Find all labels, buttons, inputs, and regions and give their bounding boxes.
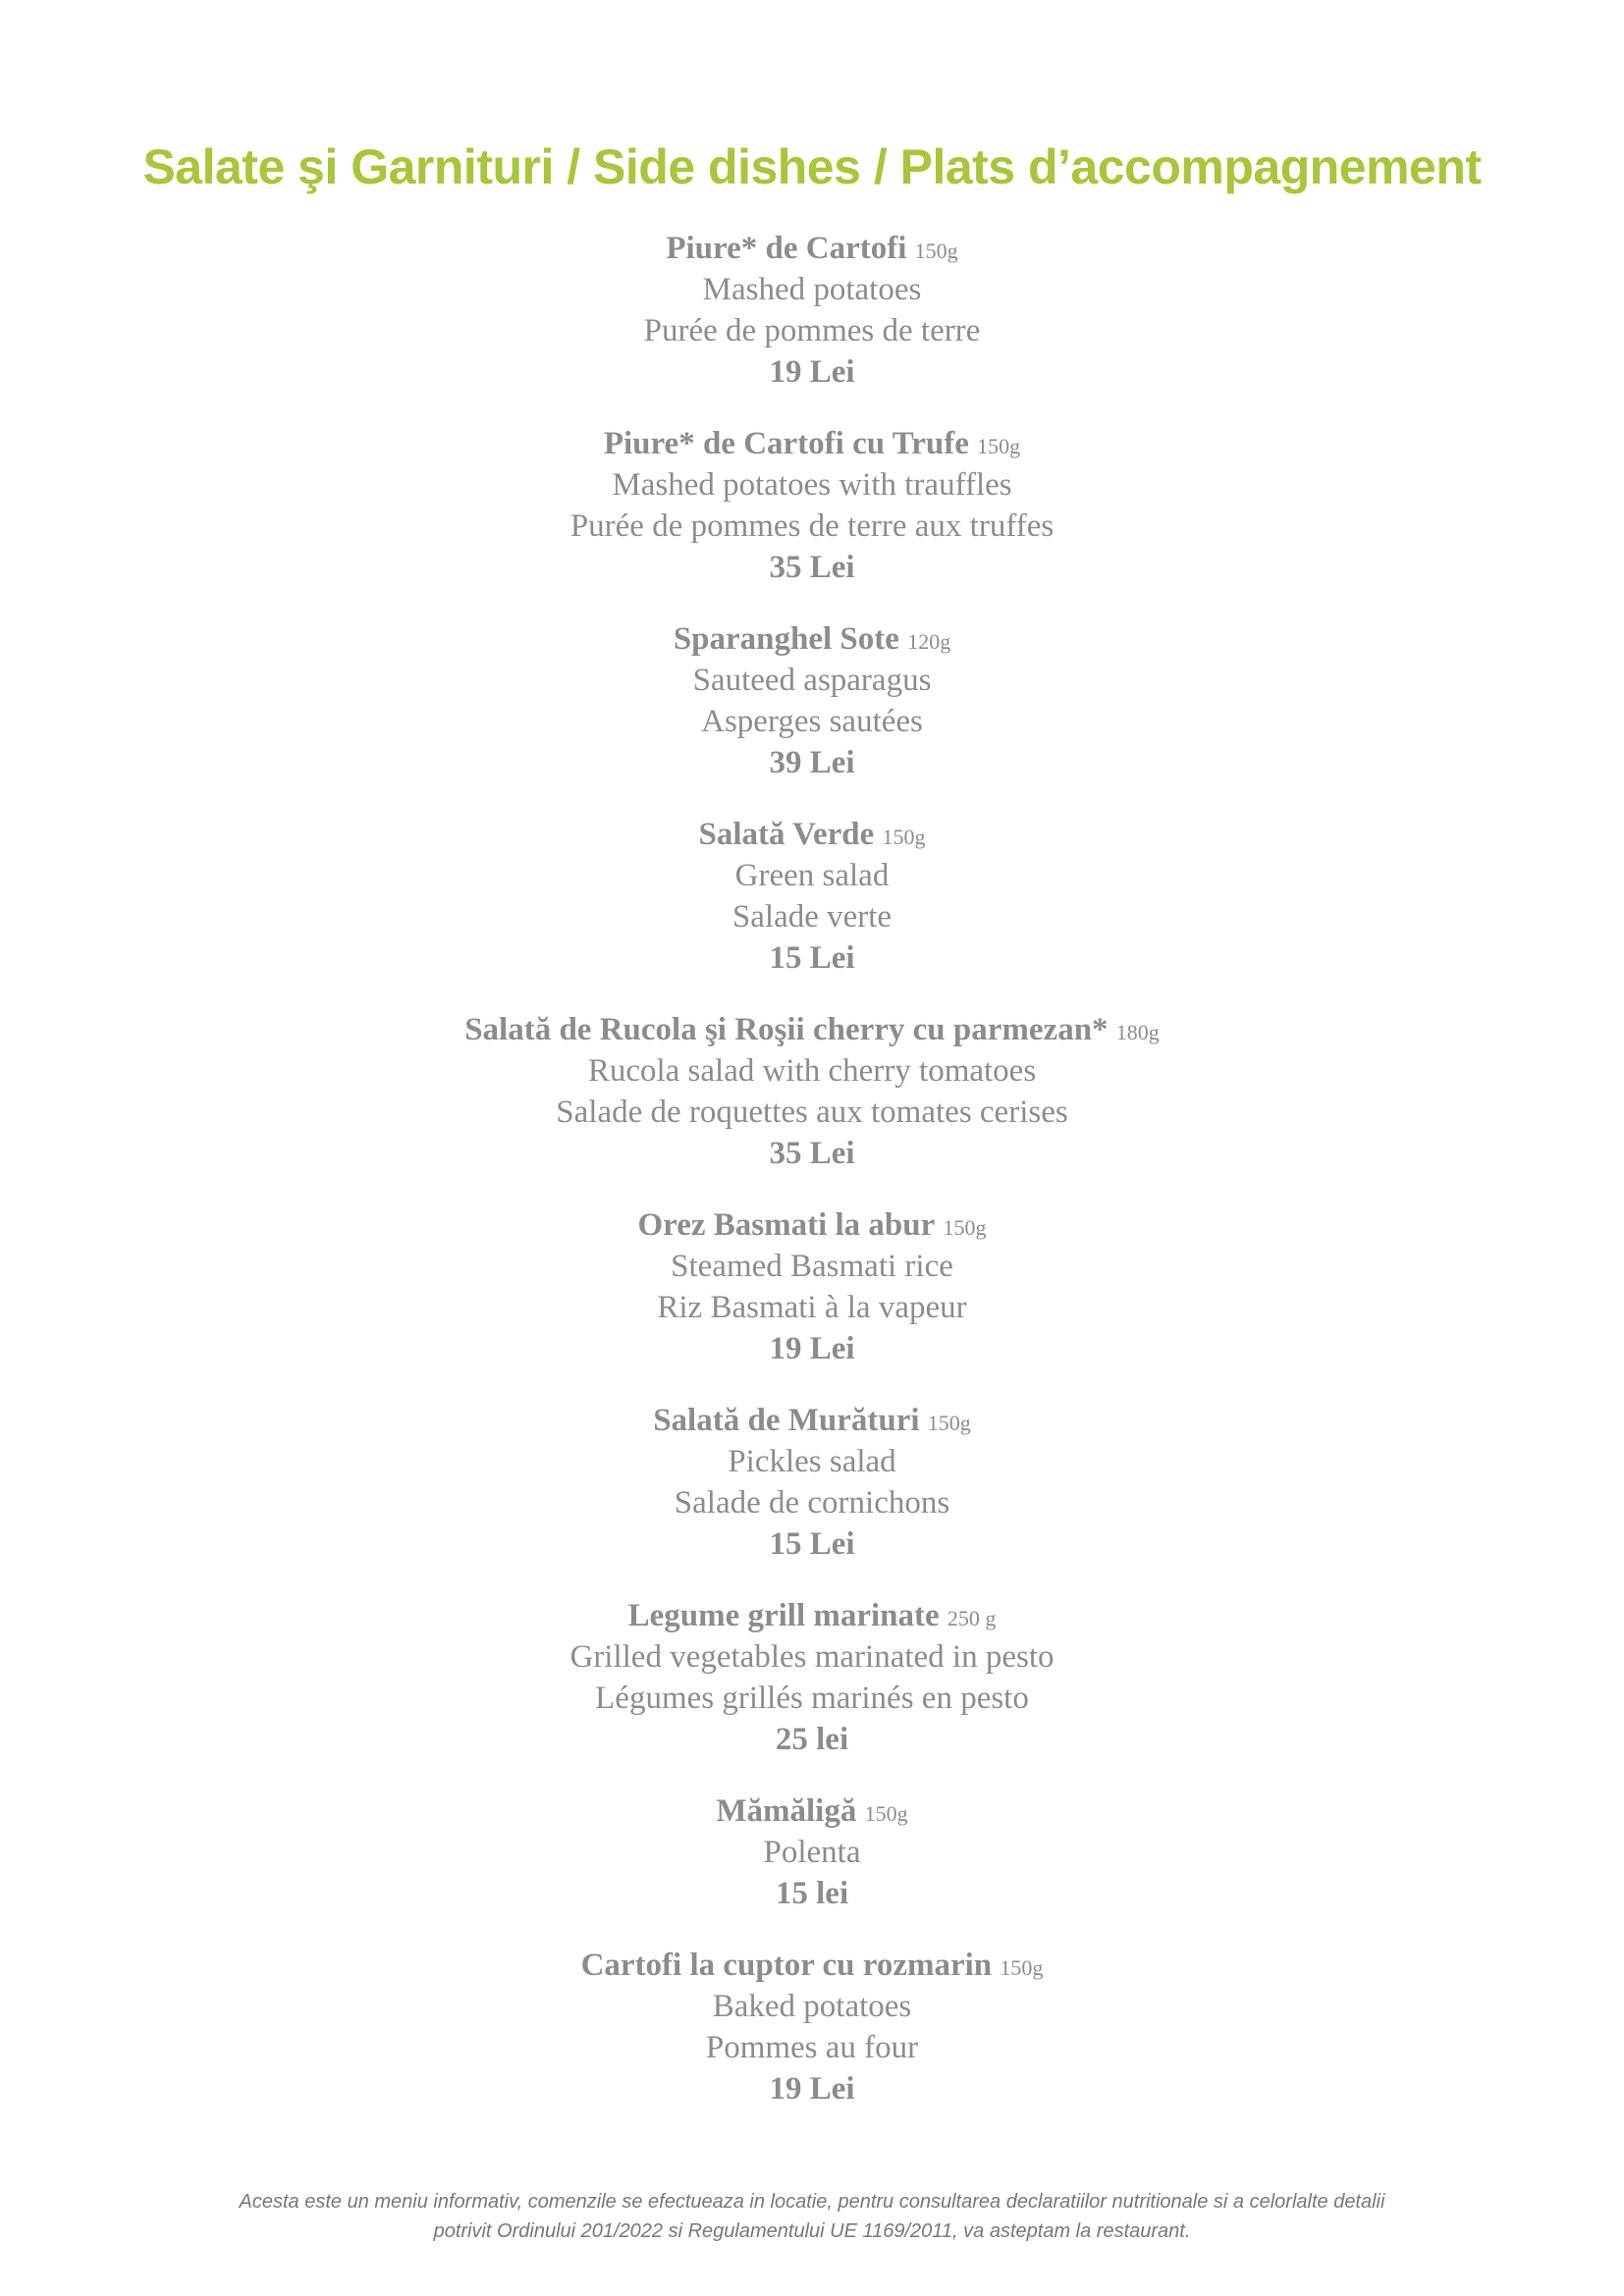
menu-item bbox=[0, 228, 1624, 423]
item-name: Piure* de Cartofi cu Trufe bbox=[603, 426, 969, 461]
item-price: 35 Lei bbox=[769, 1136, 855, 1171]
item-price: 35 Lei bbox=[769, 550, 855, 585]
item-name: Sparanghel Sote bbox=[673, 621, 899, 657]
item-name: Mămăligă bbox=[716, 1793, 857, 1829]
menu-item bbox=[0, 1945, 1624, 2140]
item-header bbox=[0, 423, 1624, 464]
item-weight: 150g bbox=[914, 239, 958, 263]
item-english: Grilled vegetables marinated in pesto bbox=[569, 1639, 1055, 1675]
item-name: Salată de Murături bbox=[653, 1403, 920, 1438]
item-english: Green salad bbox=[734, 858, 890, 893]
item-header bbox=[0, 1400, 1624, 1441]
item-english: Mashed potatoes bbox=[702, 272, 922, 307]
item-english: Baked potatoes bbox=[712, 1989, 912, 2024]
menu-item bbox=[0, 814, 1624, 1009]
menu-item bbox=[0, 1790, 1624, 1945]
item-header bbox=[0, 1595, 1624, 1636]
item-weight: 150g bbox=[977, 434, 1021, 458]
item-name: Salată Verde bbox=[698, 817, 875, 852]
item-price: 19 Lei bbox=[769, 1331, 855, 1366]
item-name: Legume grill marinate bbox=[627, 1598, 940, 1633]
item-weight: 120g bbox=[907, 629, 951, 654]
menu-item bbox=[0, 1595, 1624, 1790]
item-weight: 150g bbox=[864, 1801, 908, 1826]
item-header bbox=[0, 1204, 1624, 1246]
item-weight: 150g bbox=[927, 1411, 971, 1435]
item-french: Salade de cornichons bbox=[674, 1485, 950, 1521]
item-weight: 150g bbox=[1000, 1955, 1044, 1980]
item-weight: 150g bbox=[882, 825, 926, 849]
item-weight: 150g bbox=[943, 1215, 987, 1240]
item-weight: 250 g bbox=[947, 1606, 997, 1630]
menu-list bbox=[0, 228, 1624, 2140]
menu-item bbox=[0, 1204, 1624, 1400]
item-name: Piure* de Cartofi bbox=[666, 231, 907, 266]
item-header bbox=[0, 228, 1624, 269]
item-header bbox=[0, 1945, 1624, 1986]
item-english: Pickles salad bbox=[728, 1444, 896, 1479]
page-title: Salate şi Garnituri / Side dishes / Plats d’accompagnement bbox=[142, 139, 1482, 194]
item-price: 19 Lei bbox=[769, 2071, 855, 2107]
item-english: Polenta bbox=[763, 1835, 861, 1870]
item-header bbox=[0, 1790, 1624, 1832]
item-header bbox=[0, 814, 1624, 855]
item-french: Riz Basmati à la vapeur bbox=[657, 1290, 967, 1325]
item-name: Cartofi la cuptor cu rozmarin bbox=[580, 1948, 993, 1983]
item-header bbox=[0, 618, 1624, 660]
item-price: 15 Lei bbox=[769, 940, 855, 976]
item-price: 25 lei bbox=[775, 1722, 849, 1757]
item-header bbox=[0, 1009, 1624, 1050]
item-french: Salade verte bbox=[731, 899, 893, 934]
menu-item bbox=[0, 1400, 1624, 1595]
item-price: 19 Lei bbox=[769, 354, 855, 390]
item-english: Mashed potatoes with trauffles bbox=[612, 467, 1012, 503]
menu-item bbox=[0, 1009, 1624, 1204]
item-name: Salată de Rucola şi Roşii cherry cu parmezan* bbox=[464, 1012, 1109, 1047]
item-french: Asperges sautées bbox=[701, 704, 923, 739]
item-english: Steamed Basmati rice bbox=[671, 1249, 953, 1284]
item-french: Purée de pommes de terre aux truffes bbox=[569, 508, 1055, 544]
item-french: Légumes grillés marinés en pesto bbox=[595, 1681, 1029, 1716]
footer-line: Acesta este un meniu informativ, comenzile se efectueaza in locatie, pentru consultarea declaratiilor nutritionale si a celorlalte detalii bbox=[239, 2191, 1385, 2213]
item-french: Purée de pommes de terre bbox=[643, 313, 981, 348]
item-french: Salade de roquettes aux tomates cerises bbox=[556, 1095, 1068, 1130]
footer-line: potrivit Ordinului 201/2022 si Regulamentului UE 1169/2011, va asteptam la restaurant. bbox=[433, 2220, 1191, 2242]
item-price: 15 lei bbox=[775, 1876, 849, 1911]
item-name: Orez Basmati la abur bbox=[637, 1207, 936, 1243]
item-price: 15 Lei bbox=[769, 1526, 855, 1562]
item-weight: 180g bbox=[1115, 1020, 1160, 1044]
menu-item bbox=[0, 423, 1624, 618]
item-english: Sauteed asparagus bbox=[692, 663, 932, 698]
footer-disclaimer bbox=[0, 2187, 1624, 2246]
item-french: Pommes au four bbox=[705, 2030, 919, 2065]
item-price: 39 Lei bbox=[769, 745, 855, 780]
item-english: Rucola salad with cherry tomatoes bbox=[587, 1053, 1037, 1089]
menu-item bbox=[0, 618, 1624, 814]
